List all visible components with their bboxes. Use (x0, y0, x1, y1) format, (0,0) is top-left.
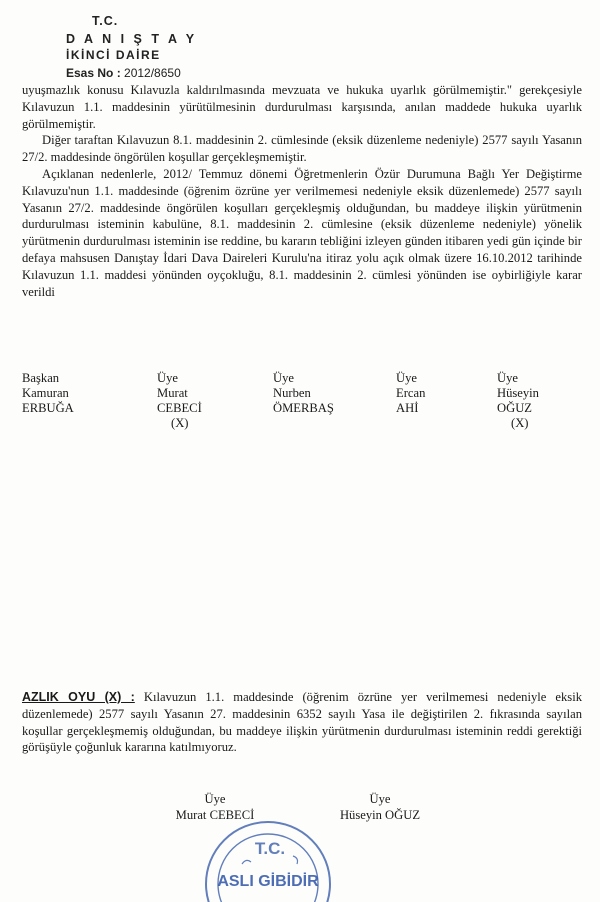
signature-first-name: Hüseyin (497, 386, 539, 400)
court-name: D A N I Ş T A Y (66, 32, 198, 46)
stamp-text-top: T.C. (254, 839, 286, 858)
dissent-label: AZLIK OYU (X) : (22, 690, 135, 704)
chamber-name: İKİNCİ DAİRE (66, 48, 161, 62)
signature-role: Üye (273, 371, 294, 385)
case-number-value: 2012/8650 (124, 66, 181, 80)
stamp-seal (198, 812, 338, 902)
paragraph-1: uyuşmazlık konusu Kılavuzla kaldırılmasında mevzuata ve hukuka uyarlık görülmemiştir." gerekçesiyle Kılavuzun 1.1. maddesinin yürütülmesinin durdurulması karşısında, anılan maddede hukuka uyarlık görülmemiştir. (22, 83, 582, 131)
signature-role: Başkan (22, 371, 60, 385)
country-label: T.C. (92, 14, 119, 28)
dissent-opinion (22, 689, 582, 756)
official-stamp (198, 812, 338, 902)
signature-first-name: Ercan (396, 386, 426, 400)
paragraph-3: Açıklanan nedenlerle, 2012/ Temmuz dönemi Öğretmenlerin Özür Durumuna Bağlı Yer Değiştirme Kılavuzu'nun 1.1. maddesinde (öğrenim özrüne yer verilmemesi nedeniyle eksik düzenlemede) 2577 sayılı Yasanın 27/2. maddesinde öngörülen koşulları gerçekleşmiş olduğundan, bu maddeye ilişkin yürütmenin durdurulması isteminin kabulüne, 8.1. maddesinin 2. cümlesine (eksik düzenleme nedeniyle) yönelik yürütmenin durdurulması isteminin ise reddine, bu kararın tebliğini izleyen günden itibaren yedi gün içinde bir defaya mahsusen Danıştay İdari Dava Daireleri Kurulu'na itiraz yolu açık olmak üzere 16.10.2012 tarihinde Kılavuzun 1.1. maddesi yönünden oyçokluğu, 8.1. maddesinin 2. cümlesi yönünden ise oybirliğiyle karar verildi (22, 166, 582, 299)
signature-first-name: Murat (157, 386, 188, 400)
stamp-text-main: ASLI GİBİDİR (217, 873, 319, 890)
signature-role: Üye (396, 371, 417, 385)
signature-last-name: AHİ (396, 401, 419, 415)
signature-last-name: ERBUĞA (22, 401, 74, 415)
dissent-mark: (X) (511, 416, 529, 430)
decision-body (22, 82, 582, 300)
signature-member-3 (396, 371, 425, 416)
signature-name: Hüseyin OĞUZ (339, 808, 421, 822)
case-number (66, 66, 181, 80)
signature-name: Murat CEBECİ (175, 808, 255, 822)
signature-president (22, 371, 74, 416)
signature-last-name: OĞUZ (497, 401, 532, 415)
signature-member-2 (273, 371, 334, 416)
signature-role: Üye (157, 371, 178, 385)
signature-first-name: Kamuran (22, 386, 69, 400)
signature-last-name: ÖMERBAŞ (273, 401, 334, 415)
signature-first-name: Nurben (273, 386, 311, 400)
signature-last-name: CEBECİ (157, 401, 202, 415)
paragraph-2: Diğer taraftan Kılavuzun 8.1. maddesinin 2. cümlesinde (eksik düzenleme nedeniyle) 2577 sayılı Yasanın 27/2. maddesinde öngörülen koşullar gerçekleşmemiştir. (22, 133, 582, 165)
signature-role: Üye (497, 371, 518, 385)
signature-member-1 (157, 371, 202, 431)
dissent-mark: (X) (171, 416, 189, 430)
signature-role: Üye (369, 792, 391, 806)
signature-role: Üye (204, 792, 226, 806)
dissent-text: Kılavuzun 1.1. maddesinde (öğrenim özrüne yer verilmemesi nedeniyle eksik düzenlemede) 2577 sayılı Yasanın 27. maddesinin 6352 sayılı Yasa ile değiştirilen 2. fıkrasında sayılan koşullar gerçekleşmemiş olduğundan, bu maddeye ilişkin yürütmenin durdurulması isteminin reddi gerektiği görüşüyle çoğunluk kararına katılmıyoruz. (22, 690, 582, 755)
signature-member-4 (497, 371, 539, 431)
stamp-graphic (206, 822, 330, 902)
case-number-label: Esas No : (66, 66, 121, 80)
